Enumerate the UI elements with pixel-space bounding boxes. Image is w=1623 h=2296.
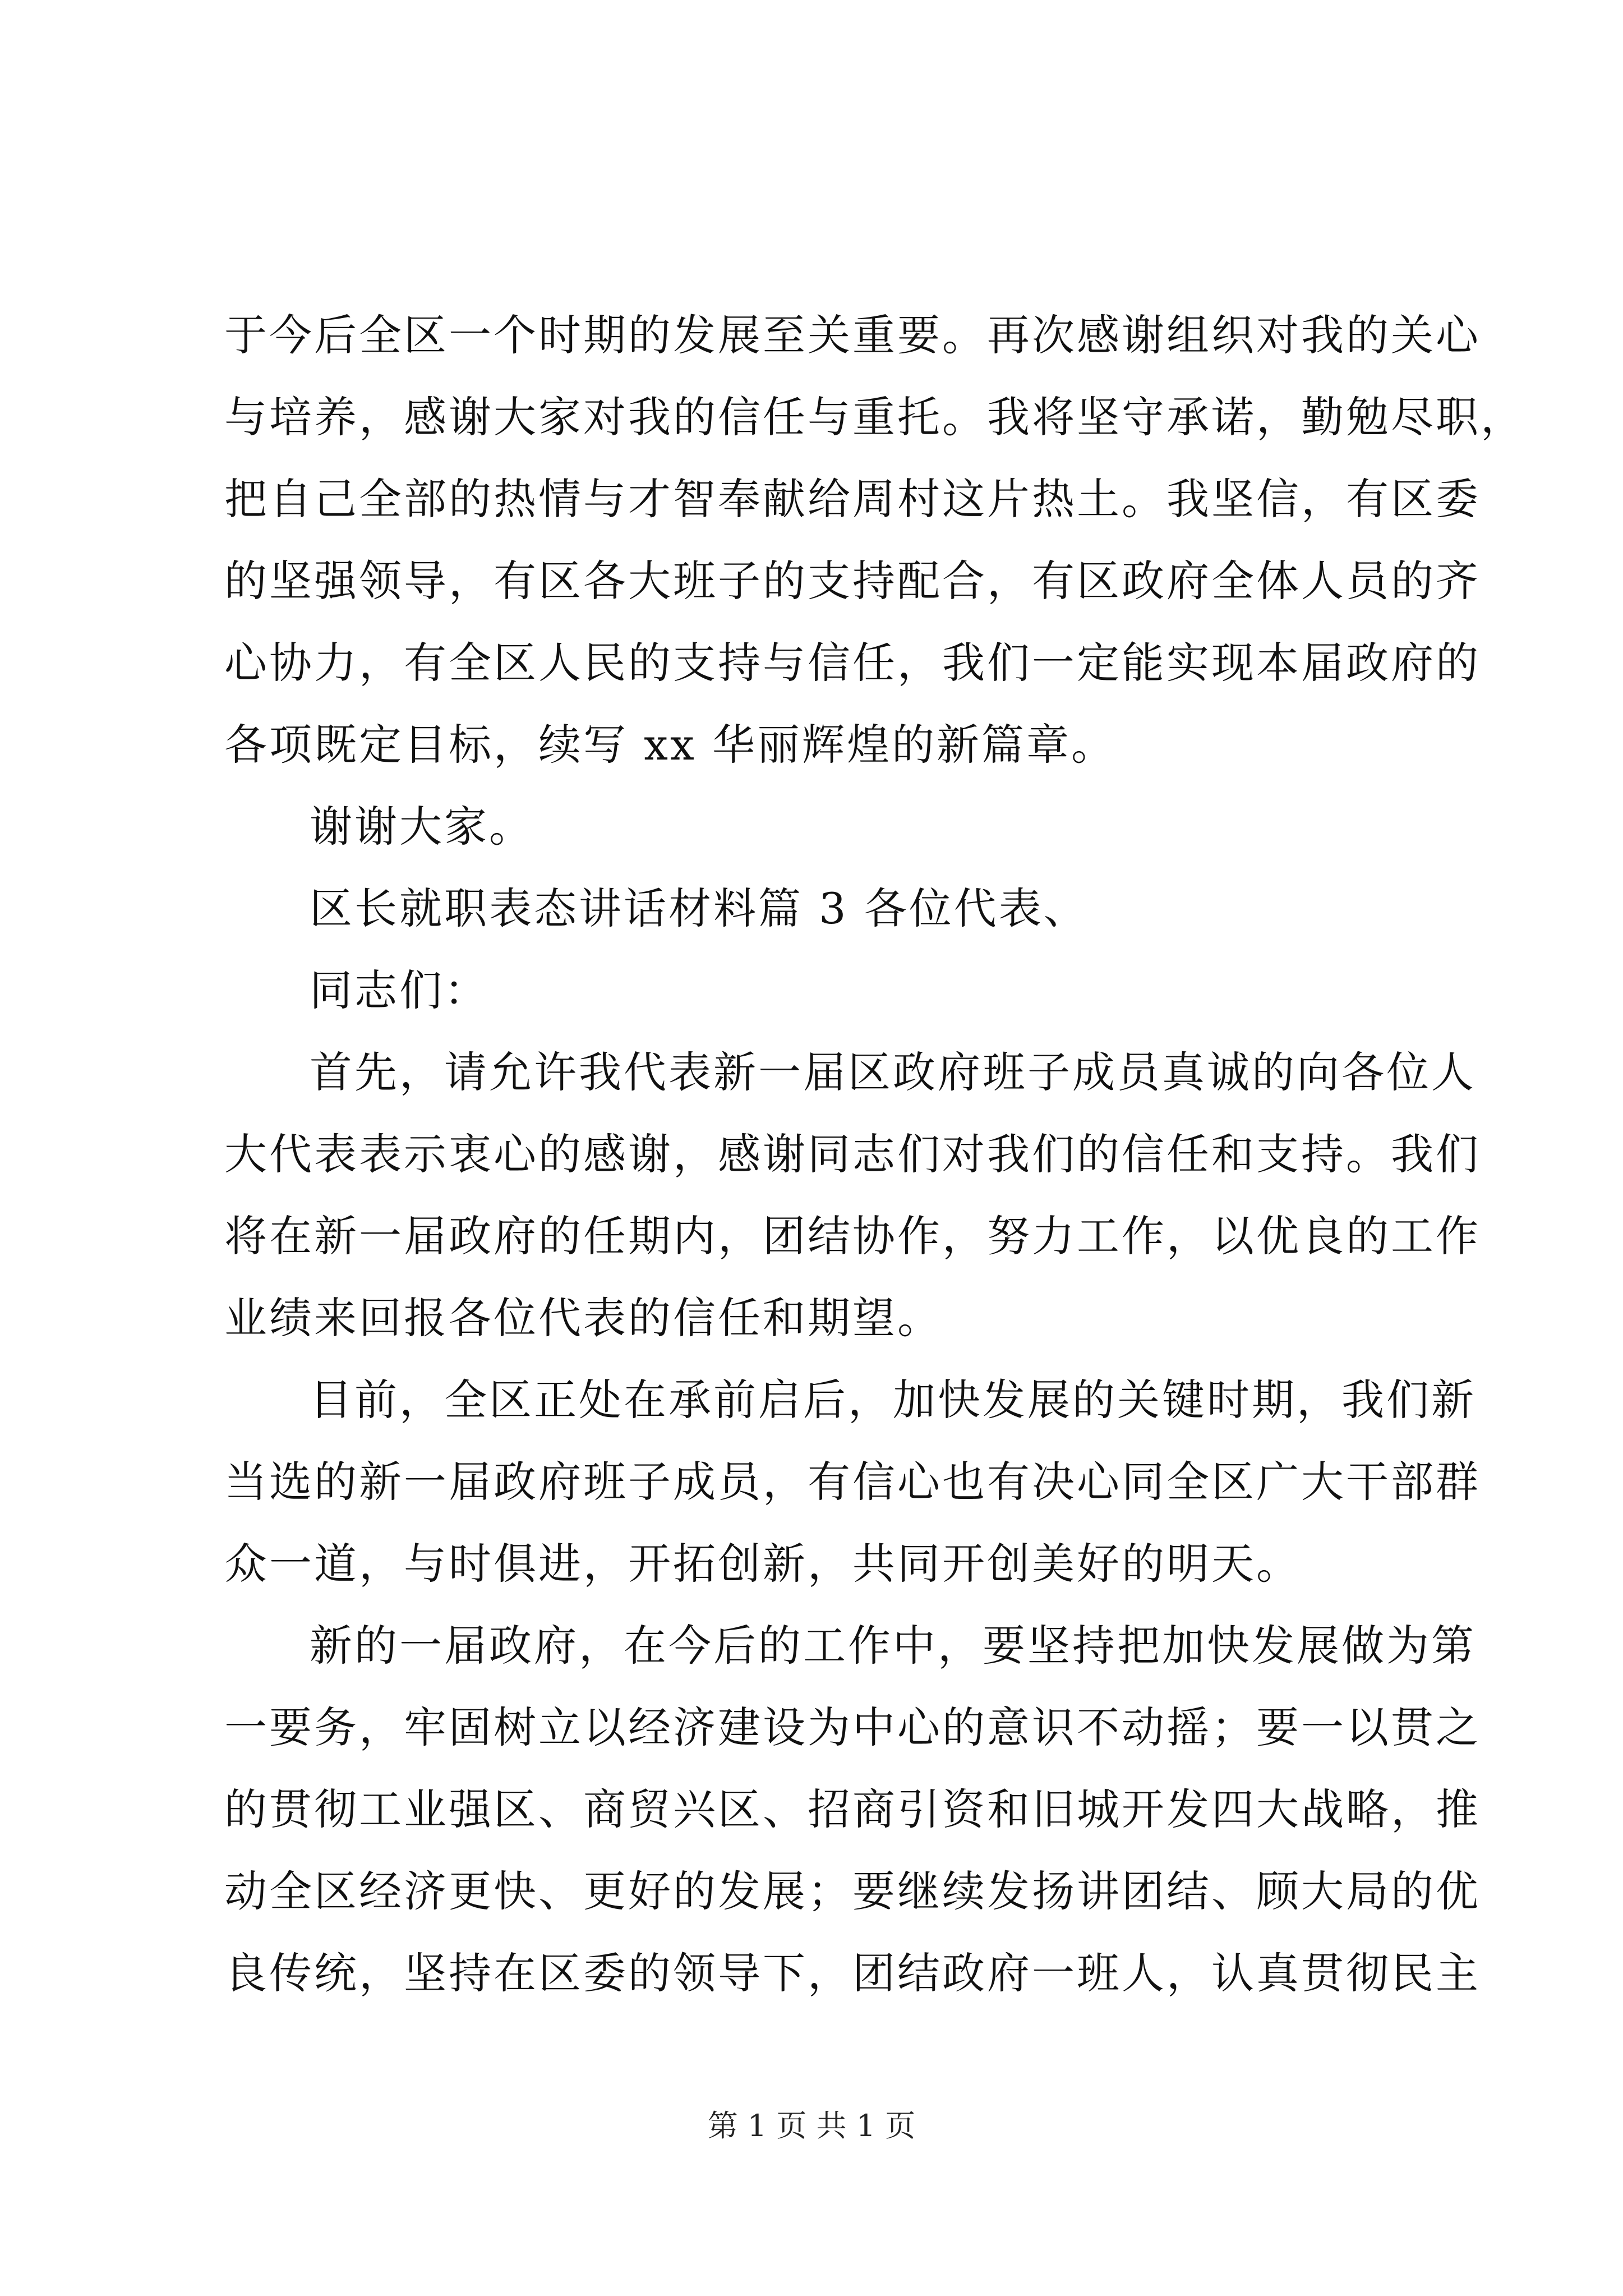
text-line: 的贯彻工业强区、商贸兴区、招商引资和旧城开发四大战略，推 xyxy=(224,1784,1481,1834)
text-line: 的坚强领导，有区各大班子的支持配合，有区政府全体人员的齐 xyxy=(224,556,1481,606)
text-line: 大代表表示衷心的感谢，感谢同志们对我们的信任和支持。我们 xyxy=(224,1129,1481,1179)
text-line: 与培养，感谢大家对我的信任与重托。我将坚守承诺，勤勉尽职， xyxy=(224,392,1525,442)
text-line: 同志们： xyxy=(310,965,489,1015)
text-line: 把自己全部的热情与才智奉献给周村这片热土。我坚信，有区委 xyxy=(224,474,1481,524)
text-line: 动全区经济更快、更好的发展；要继续发扬讲团结、顾大局的优 xyxy=(224,1866,1481,1916)
text-line: 心协力，有全区人民的支持与信任，我们一定能实现本届政府的 xyxy=(224,638,1481,688)
text-line: 良传统，坚持在区委的领导下，团结政府一班人，认真贯彻民主 xyxy=(224,1948,1481,1998)
text-line: 将在新一届政府的任期内，团结协作，努力工作，以优良的工作 xyxy=(224,1211,1481,1261)
text-line: 业绩来回报各位代表的信任和期望。 xyxy=(224,1293,942,1343)
page-footer: 第 1 页 共 1 页 xyxy=(707,2108,916,2143)
document-body xyxy=(224,295,1525,2014)
text-line: 谢谢大家。 xyxy=(310,802,534,852)
text-line: 新的一届政府，在今后的工作中，要坚持把加快发展做为第 xyxy=(310,1621,1476,1671)
text-line: 目前，全区正处在承前启后，加快发展的关键时期，我们新 xyxy=(310,1375,1476,1425)
text-line: 当选的新一届政府班子成员，有信心也有决心同全区广大干部群 xyxy=(224,1457,1481,1507)
text-line: 一要务，牢固树立以经济建设为中心的意识不动摇；要一以贯之 xyxy=(224,1703,1481,1752)
text-line: 各项既定目标，续写 xx 华丽辉煌的新篇章。 xyxy=(224,720,1117,770)
text-line: 众一道，与时俱进，开拓创新，共同开创美好的明天。 xyxy=(224,1539,1301,1589)
text-line: 区长就职表态讲话材料篇 3 各位代表、 xyxy=(310,884,1089,933)
text-line: 首先，请允许我代表新一届区政府班子成员真诚的向各位人 xyxy=(310,1047,1476,1097)
text-line: 于今后全区一个时期的发展至关重要。再次感谢组织对我的关心 xyxy=(224,310,1481,360)
